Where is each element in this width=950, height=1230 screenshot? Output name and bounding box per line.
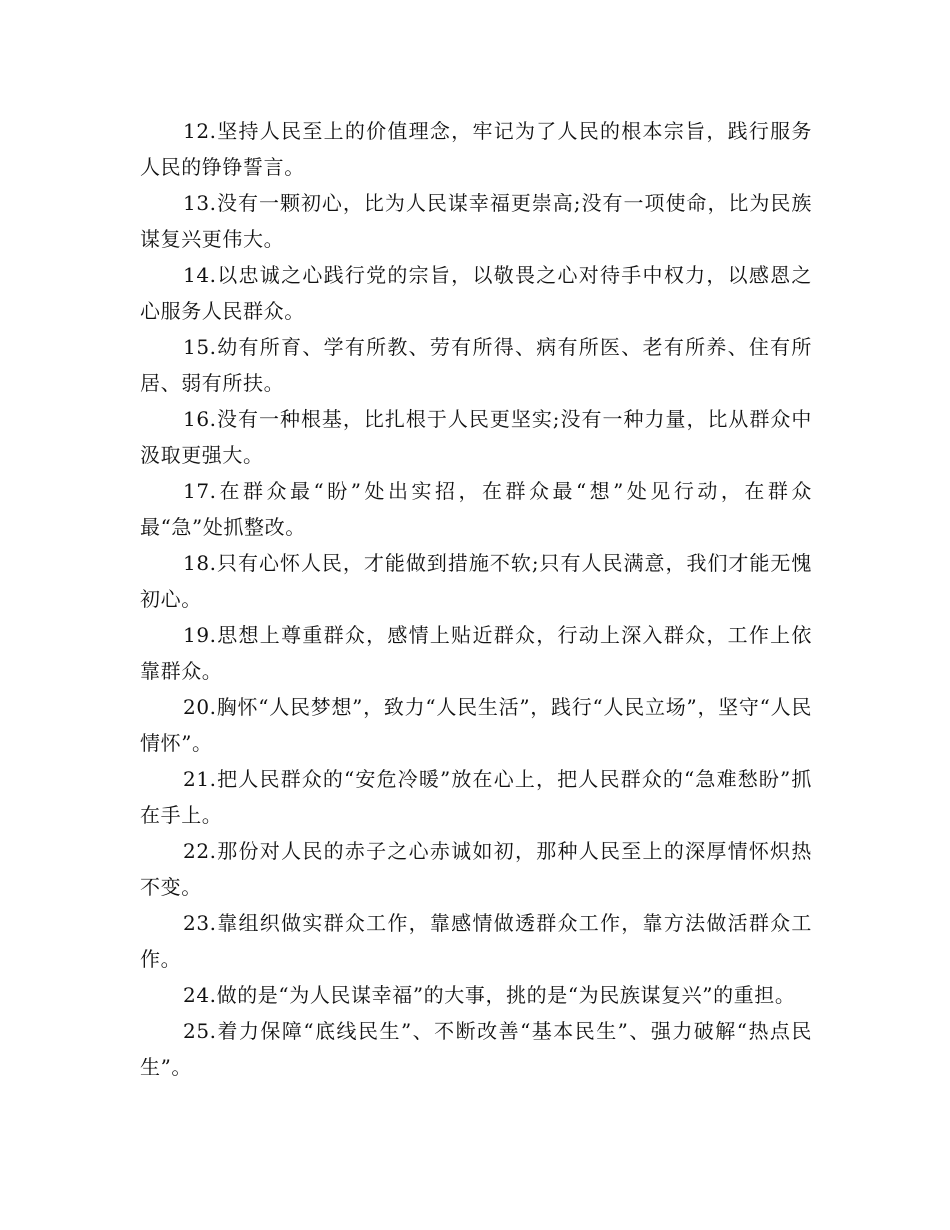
paragraph-12: 12.坚持人民至上的价值理念，牢记为了人民的根本宗旨，践行服务人民的铮铮誓言。 (140, 119, 812, 179)
paragraph-20: 20.胸怀“人民梦想”，致力“人民生活”，践行“人民立场”，坚守“人民情怀”。 (140, 695, 812, 755)
paragraph-15: 15.幼有所育、学有所教、劳有所得、病有所医、老有所养、住有所居、弱有所扶。 (140, 335, 812, 395)
paragraph-22: 22.那份对人民的赤子之心赤诚如初，那种人民至上的深厚情怀炽热不变。 (140, 839, 812, 899)
document-body (140, 113, 812, 1085)
paragraph-13: 13.没有一颗初心，比为人民谋幸福更崇高;没有一项使命，比为民族谋复兴更伟大。 (140, 191, 812, 251)
paragraph-23: 23.靠组织做实群众工作，靠感情做透群众工作，靠方法做活群众工作。 (140, 911, 812, 971)
paragraph-19: 19.思想上尊重群众，感情上贴近群众，行动上深入群众，工作上依靠群众。 (140, 623, 812, 683)
paragraph-17: 17.在群众最“盼”处出实招，在群众最“想”处见行动，在群众最“急”处抓整改。 (140, 479, 812, 539)
paragraph-18: 18.只有心怀人民，才能做到措施不软;只有人民满意，我们才能无愧初心。 (140, 551, 812, 611)
paragraph-25: 25.着力保障“底线民生”、不断改善“基本民生”、强力破解“热点民生”。 (140, 1019, 812, 1079)
paragraph-16: 16.没有一种根基，比扎根于人民更坚实;没有一种力量，比从群众中汲取更强大。 (140, 407, 812, 467)
paragraph-14: 14.以忠诚之心践行党的宗旨，以敬畏之心对待手中权力，以感恩之心服务人民群众。 (140, 263, 812, 323)
paragraph-21: 21.把人民群众的“安危冷暖”放在心上，把人民群众的“急难愁盼”抓在手上。 (140, 767, 812, 827)
paragraph-24: 24.做的是“为人民谋幸福”的大事，挑的是“为民族谋复兴”的重担。 (183, 983, 796, 1007)
